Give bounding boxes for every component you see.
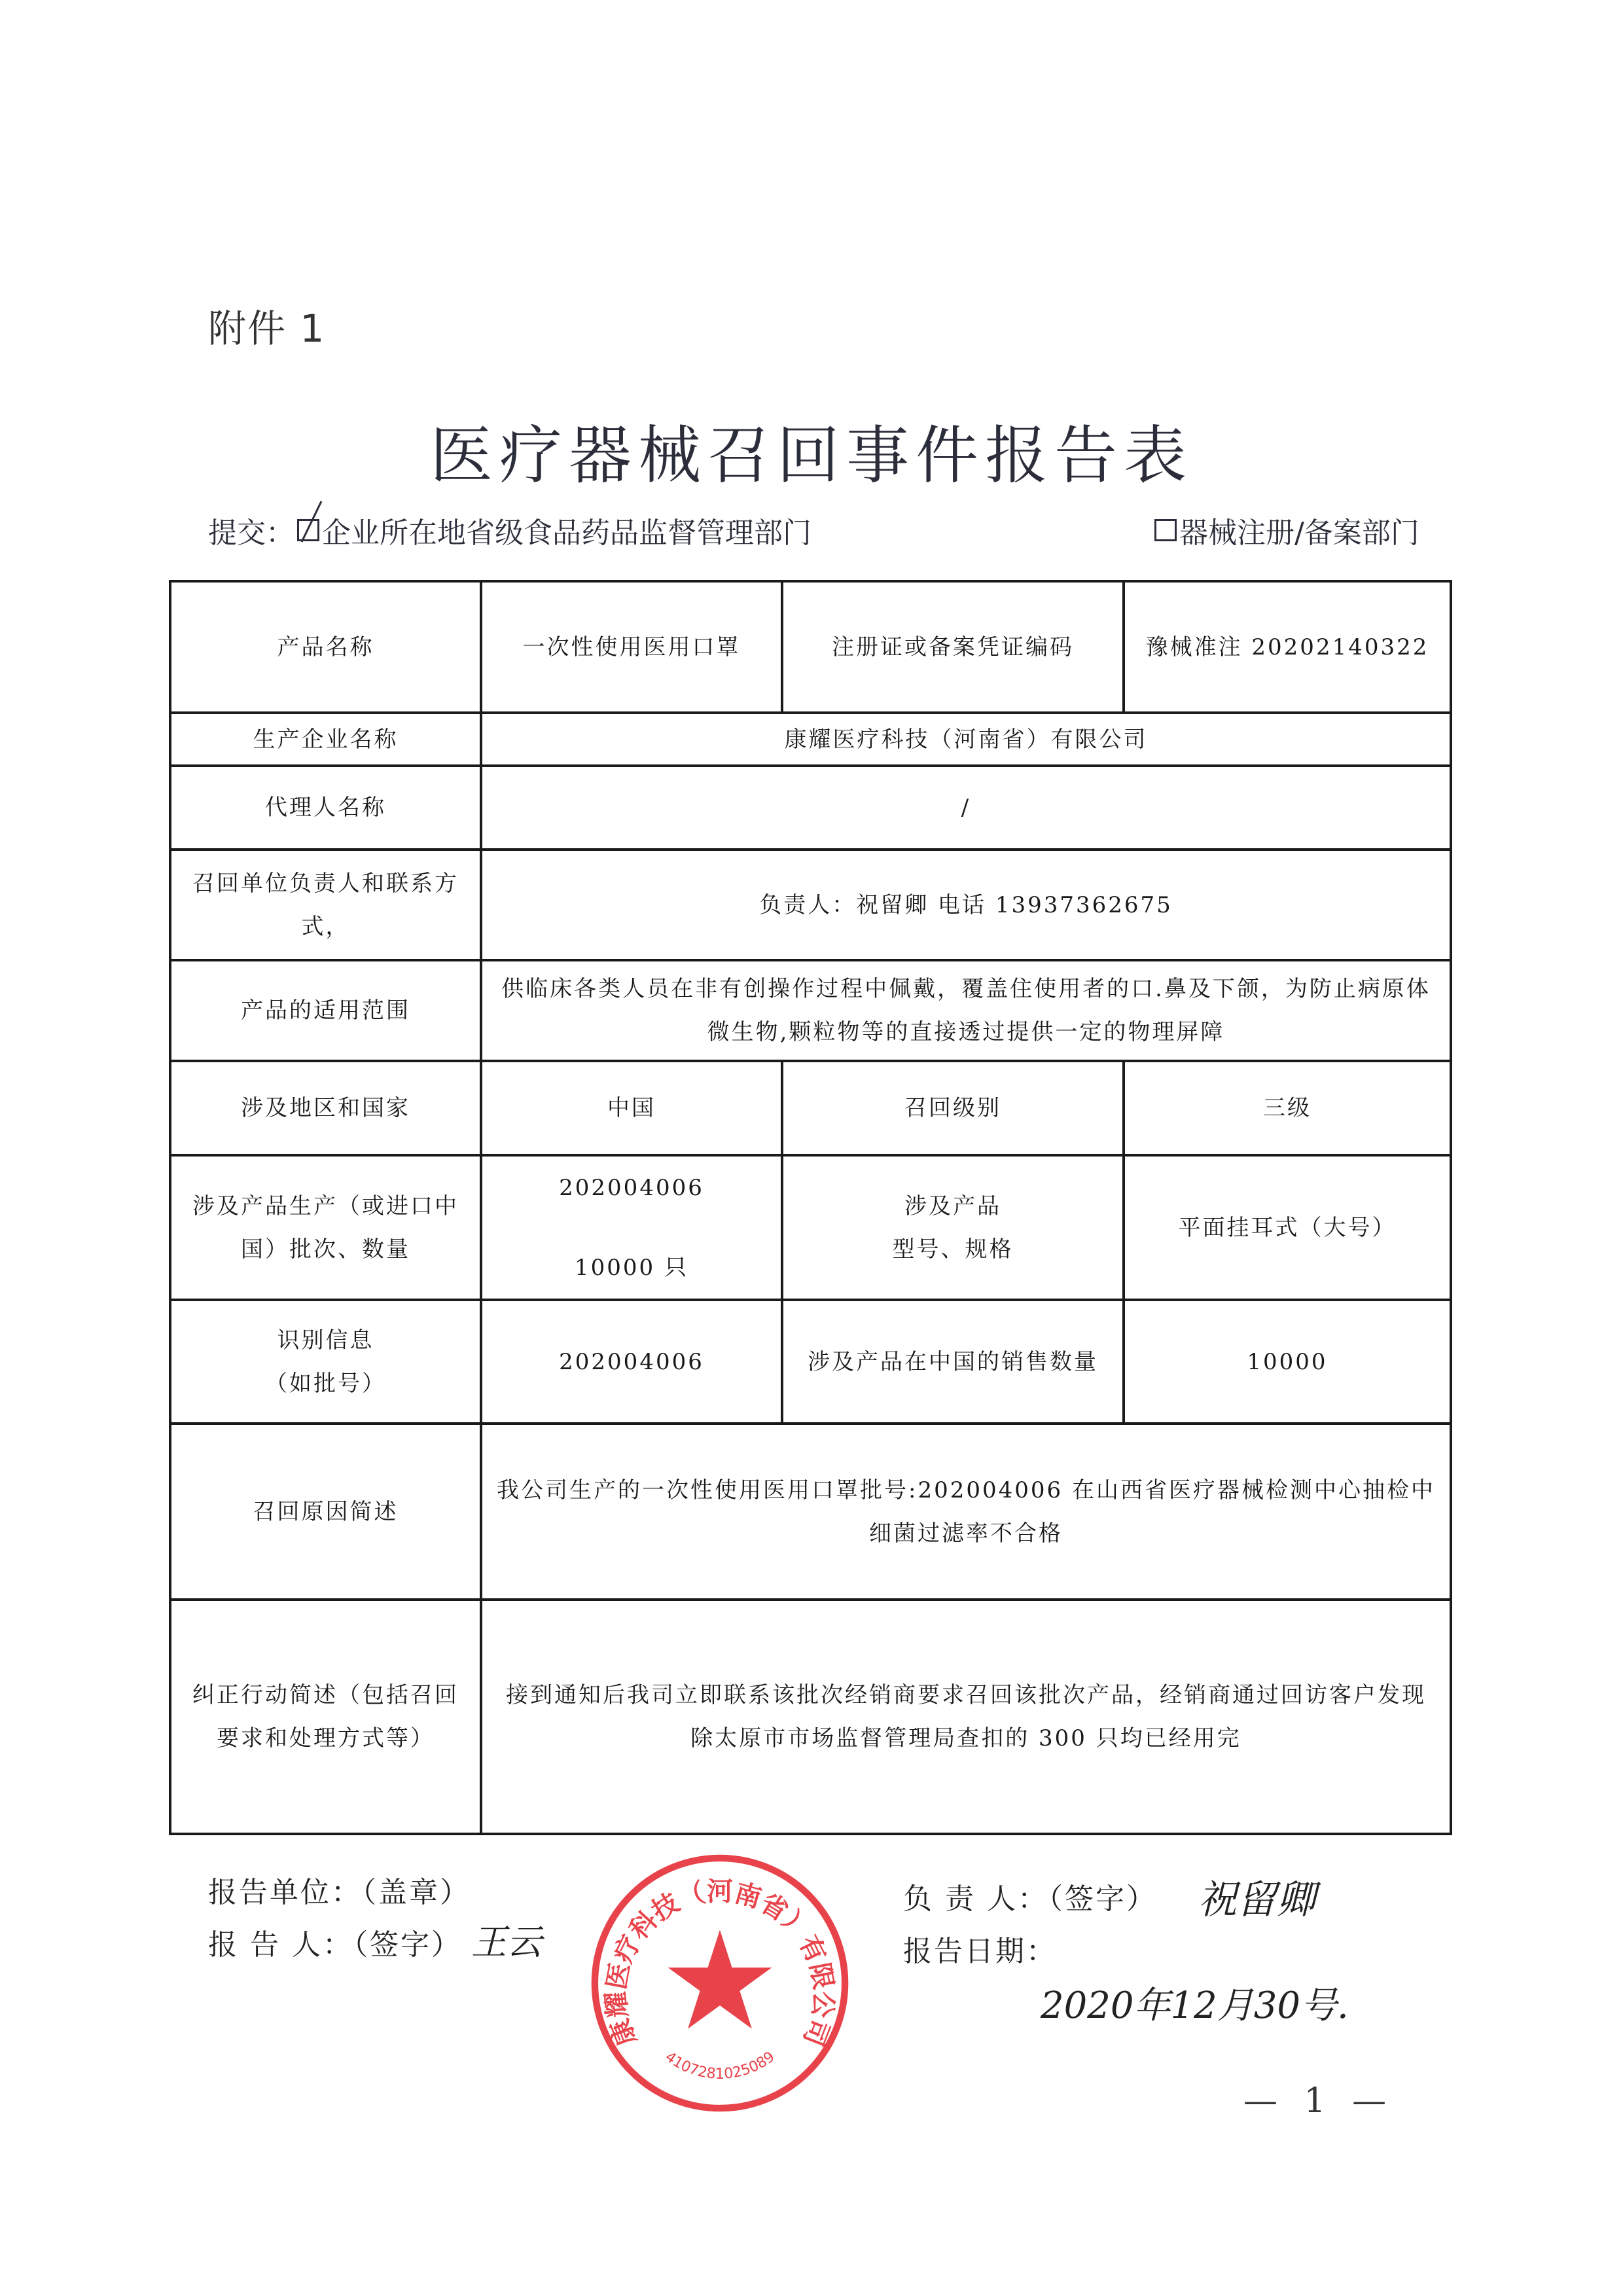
responsible-signature: 祝留卿 xyxy=(1198,1877,1315,1923)
recall-level-label: 召回级别 xyxy=(782,1061,1124,1155)
region-value: 中国 xyxy=(481,1061,782,1155)
page-title: 医疗器械召回事件报告表 xyxy=(430,419,1193,492)
id-info-label-line-2: （如批号） xyxy=(265,1370,386,1397)
star-icon xyxy=(668,1930,772,2029)
submit-option-2-label: 器械注册/备案部门 xyxy=(1179,516,1419,550)
product-name-value: 一次性使用医用口罩 xyxy=(481,581,782,713)
company-seal xyxy=(589,1852,851,2114)
submit-option-1-label: 企业所在地省级食品药品监督管理部门 xyxy=(322,516,812,550)
model-label-line-1: 涉及产品 xyxy=(904,1193,1001,1219)
table-row xyxy=(170,850,1451,960)
model-label xyxy=(782,1155,1124,1300)
submit-option-provincial xyxy=(208,509,812,551)
agent-label: 代理人名称 xyxy=(170,766,481,850)
sales-label: 涉及产品在中国的销售数量 xyxy=(782,1300,1124,1424)
product-name-label: 产品名称 xyxy=(170,581,481,713)
page-number: — 1 — xyxy=(1243,2081,1395,2121)
table-row xyxy=(170,1424,1451,1600)
handwritten-date: 2020年12月30号. xyxy=(1041,1984,1349,2027)
checkbox-provincial[interactable] xyxy=(297,519,319,541)
batch-value xyxy=(481,1155,782,1300)
reason-value: 我公司生产的一次性使用医用口罩批号:202004006 在山西省医疗器械检测中心抽检中细菌过滤率不合格 xyxy=(481,1424,1451,1600)
seal-text: 康耀医疗科技（河南省）有限公司 xyxy=(601,1876,839,2050)
table-row xyxy=(170,1155,1451,1300)
recall-level-value: 三级 xyxy=(1124,1061,1451,1155)
reg-no-value: 豫械准注 20202140322 xyxy=(1124,581,1451,713)
model-label-line-2: 型号、规格 xyxy=(892,1236,1014,1263)
scope-label: 产品的适用范围 xyxy=(170,960,481,1061)
table-row xyxy=(170,713,1451,766)
reporter-signature: 王云 xyxy=(471,1922,542,1963)
submit-option-registration xyxy=(1152,509,1419,551)
model-value: 平面挂耳式（大号） xyxy=(1124,1155,1451,1300)
submit-prefix: 提交： xyxy=(208,516,294,550)
table-row xyxy=(170,1061,1451,1155)
sales-value: 10000 xyxy=(1124,1300,1451,1424)
action-label: 纠正行动简述（包括召回要求和处理方式等） xyxy=(170,1600,481,1834)
table-row xyxy=(170,1300,1451,1424)
table-row xyxy=(170,766,1451,850)
id-info-label-line-1: 识别信息 xyxy=(277,1327,374,1354)
table-row xyxy=(170,581,1451,713)
recall-report-table xyxy=(169,580,1452,1835)
contact-value: 负责人：祝留卿 电话 13937362675 xyxy=(481,850,1451,960)
svg-text:4107281025089 xyxy=(662,2048,777,2082)
region-label: 涉及地区和国家 xyxy=(170,1061,481,1155)
action-value: 接到通知后我司立即联系该批次经销商要求召回该批次产品，经销商通过回访客户发现除太原市市场监督管理局查扣的 300 只均已经用完 xyxy=(481,1600,1451,1834)
attachment-label: 附件 1 xyxy=(208,306,326,351)
id-info-value: 202004006 xyxy=(481,1300,782,1424)
batch-label: 涉及产品生产（或进口中国）批次、数量 xyxy=(170,1155,481,1300)
agent-value: / xyxy=(481,766,1451,850)
batch-qty: 10000 只 xyxy=(575,1254,688,1281)
report-date-label: 报告日期： xyxy=(903,1935,1057,1968)
reg-no-label: 注册证或备案凭证编码 xyxy=(782,581,1124,713)
id-info-label xyxy=(170,1300,481,1424)
reporter-label: 报 告 人：（签字） xyxy=(208,1928,462,1962)
reason-label: 召回原因简述 xyxy=(170,1424,481,1600)
checkbox-registration[interactable] xyxy=(1154,519,1177,541)
batch-no: 202004006 xyxy=(559,1174,704,1201)
seal-code: 4107281025089 xyxy=(662,2048,778,2083)
responsible-label: 负 责 人：（签字） xyxy=(903,1882,1157,1916)
contact-label: 召回单位负责人和联系方式， xyxy=(170,850,481,960)
scope-value: 供临床各类人员在非有创操作过程中佩戴，覆盖住使用者的口.鼻及下颌，为防止病原体微生物,颗粒物等的直接透过提供一定的物理屏障 xyxy=(481,960,1451,1061)
table-row xyxy=(170,960,1451,1061)
table-row xyxy=(170,1600,1451,1834)
check-mark-icon xyxy=(296,501,323,543)
report-unit-label: 报告单位：（盖章） xyxy=(208,1876,471,1909)
manufacturer-value: 康耀医疗科技（河南省）有限公司 xyxy=(481,713,1451,766)
manufacturer-label: 生产企业名称 xyxy=(170,713,481,766)
